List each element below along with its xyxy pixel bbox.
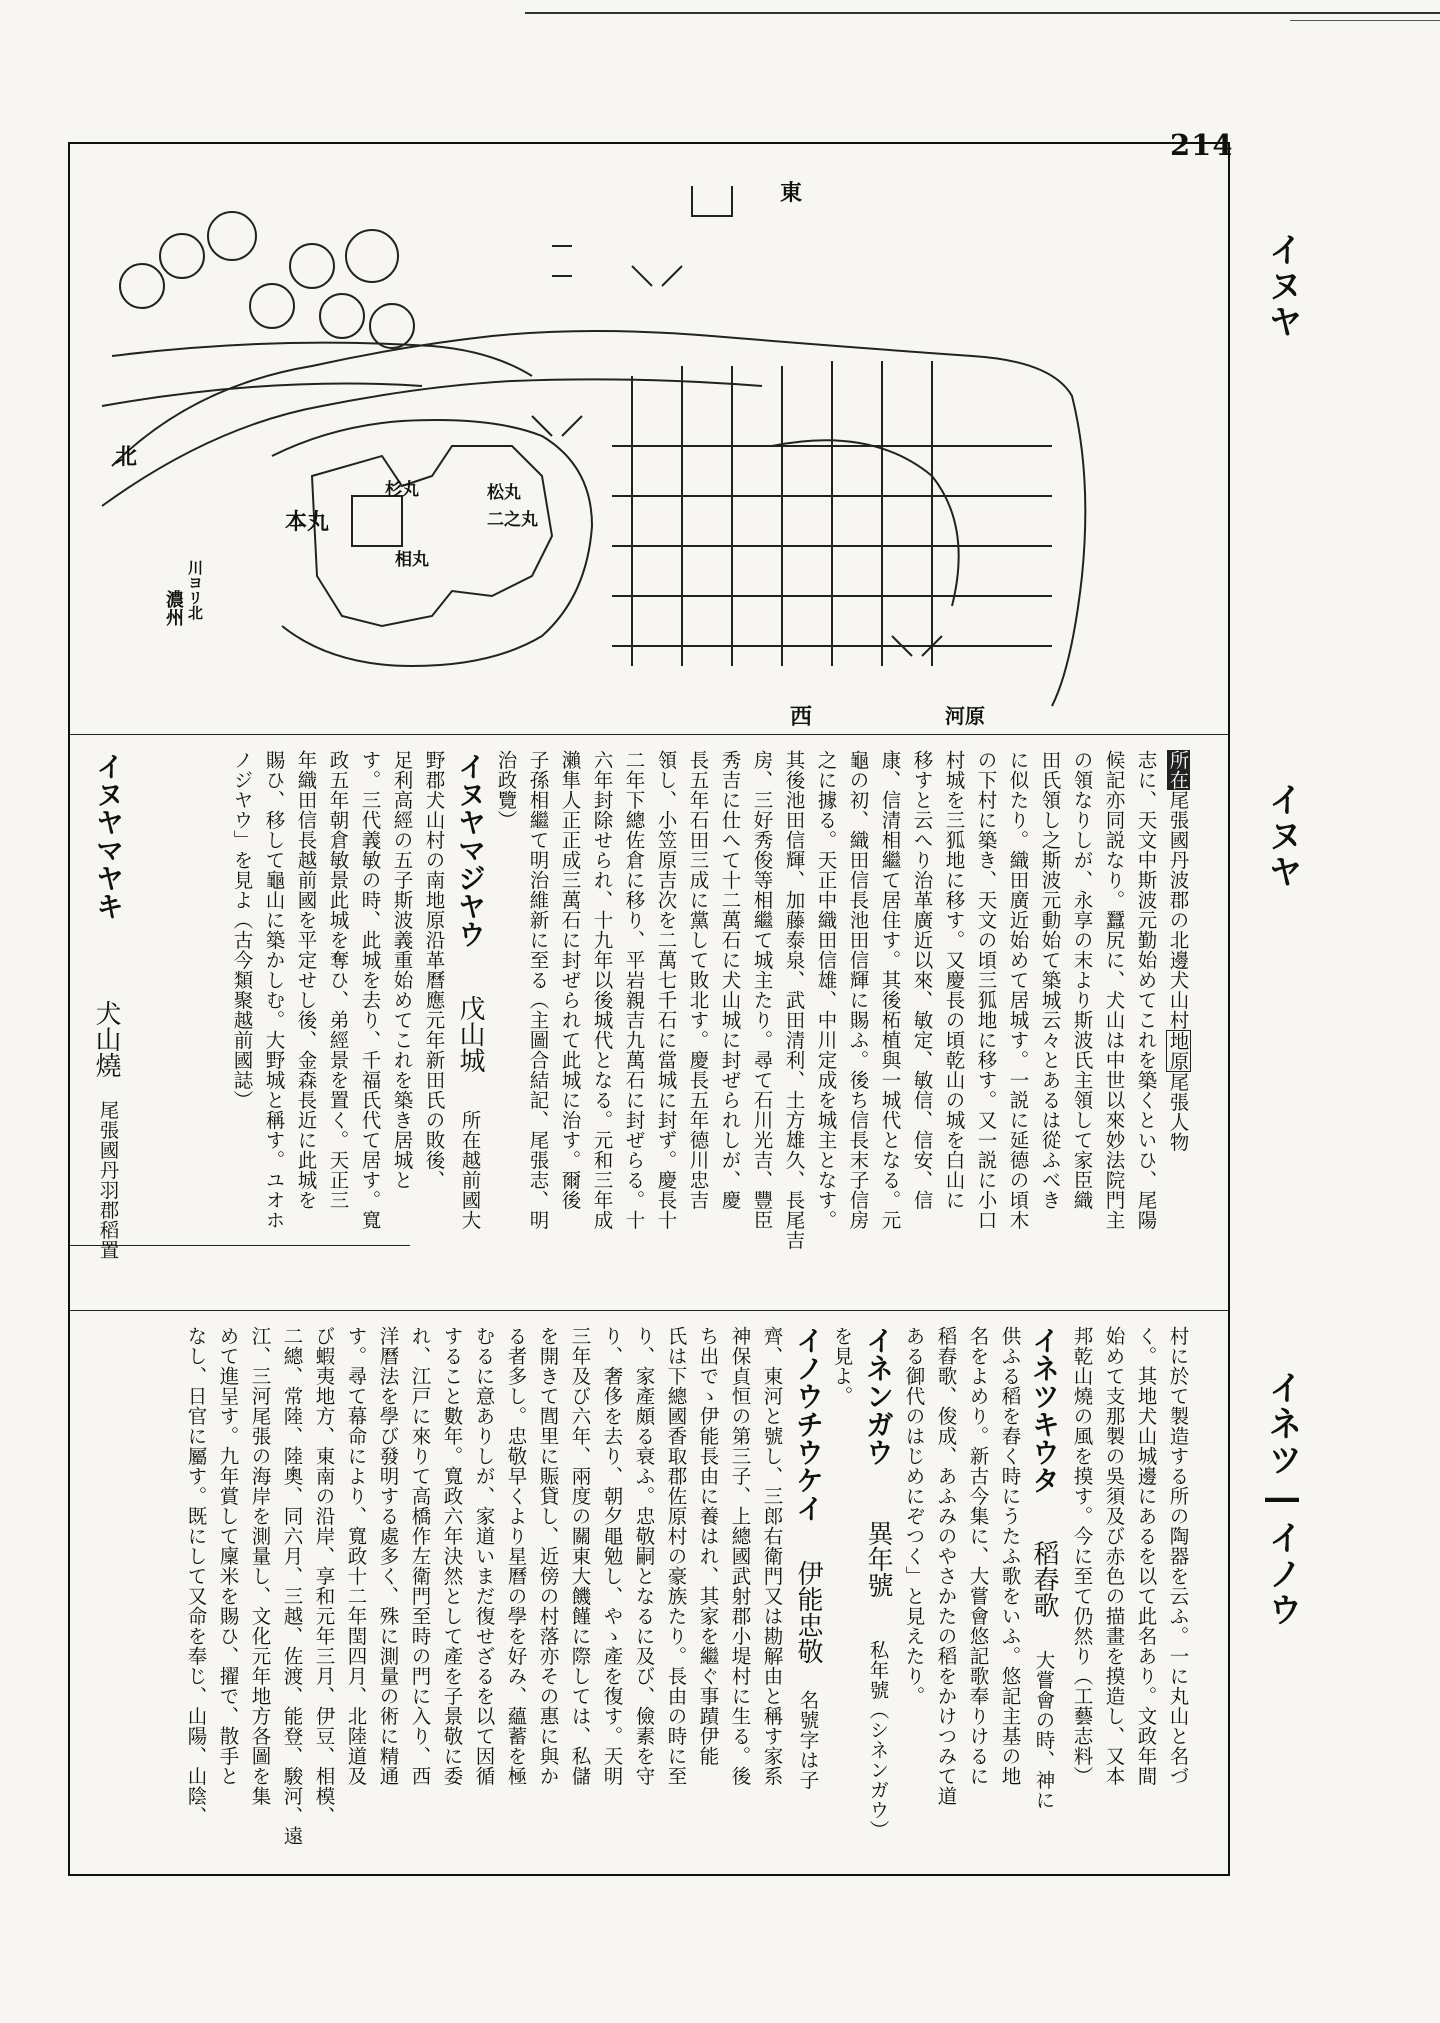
upper-col: 龜の初、織田信長池田信輝に賜ふ。後ち信長末子信房 — [846, 750, 870, 1230]
side-head-1: イヌヤ — [1262, 232, 1302, 340]
entry-col: むるに意ありしが、家道いまだ復せざるを以て因循 — [472, 1326, 496, 1786]
entry-col: 氏は下總國香取郡佐原村の豪族たり。長由の時に至 — [664, 1326, 688, 1786]
entry-col: 名をよめり。新古今集に、大嘗會悠記歌奉りけるに — [966, 1326, 990, 1786]
entry-subhead-inuyamayaki: 犬山燒 — [91, 1000, 121, 1078]
entry-head-inengau: イネンガウ — [862, 1326, 895, 1466]
upper-col: の領なりしが、永享の末より斯波氏主領して家臣織 — [1070, 750, 1094, 1210]
map-label-north: 北 — [115, 444, 138, 470]
map-label-ninomaru: 二之丸 — [487, 510, 538, 530]
entry-col: 稻舂歌、俊成、あふみのやさかたの稻をかけつみて道 — [934, 1326, 958, 1806]
map-label-matsunomaru: 松丸 — [487, 483, 521, 503]
side-head-3: イネツ―イノウ — [1262, 1370, 1302, 1628]
entry-col: 尾張國丹羽郡稻置 — [96, 1100, 120, 1260]
entry-col: 政五年朝倉敏景此城を奪ひ、弟經景を置く。天正三 — [326, 750, 350, 1210]
entry-col: ち出でゝ伊能長由に養はれ、其家を繼ぐ事蹟伊能 — [696, 1326, 720, 1766]
entry-col: を見よ。 — [830, 1326, 854, 1406]
entry-col: 私年號（シネンガウ） — [866, 1640, 890, 1840]
upper-col: 長五年石田三成に黨して敗北す。慶長五年德川忠吉 — [686, 750, 710, 1210]
intro-mark-shozai: 所在 — [1166, 750, 1190, 790]
upper-col: 領し、小笠原吉次を二萬七千石に當城に封ず。慶長十 — [654, 750, 678, 1230]
entry-subhead-inouchuukei: 伊能忠敬 — [793, 1560, 823, 1664]
entry-col: 江、三河尾張の海岸を測量し、文化元年地方各圖を集 — [248, 1326, 272, 1806]
upper-col: 志に、天文中斯波元勤始めてこれを築くといひ、尾陽 — [1134, 750, 1158, 1230]
map-label-yuminomaru: 相丸 — [395, 550, 429, 570]
entry-col: 大嘗會の時、神に — [1032, 1650, 1056, 1810]
lower-col: 邦乾山燒の風を摸す。今に至て仍然り（工藝志料） — [1070, 1326, 1094, 1786]
entry-col: 齊、東河と號し、三郎右衛門又は勘解由と稱す家系 — [760, 1326, 784, 1786]
upper-col: 治政覽） — [494, 750, 518, 830]
lower-col: く。其地犬山城邊にあるを以て此名あり。文政年間 — [1134, 1326, 1158, 1786]
entry-col: す。尋て幕命により、寬政十二年閏四月、北陸道及 — [344, 1326, 368, 1786]
upper-col: 子孫相繼て明治維新に至る（主圖合結記、尾張志、明 — [526, 750, 550, 1230]
entry-col: り、奢侈を去り、朝夕黽勉し、やゝ產を復す。天明 — [600, 1326, 624, 1786]
entry-col: び蝦夷地方、東南の沿岸、享和元年三月、伊豆、相模、 — [312, 1326, 336, 1826]
map-label-east: 東 — [780, 180, 803, 206]
entry-head-inuyamayaki: イヌヤマヤキ — [92, 752, 125, 920]
entry-col: る者多し。忠敬早くより星曆の學を好み、蘊蓄を極 — [504, 1326, 528, 1786]
entry-col: 野郡犬山村の南地原沿革曆應元年新田氏の敗後、 — [422, 750, 446, 1190]
lower-col: 始めて支那製の吳須及び赤色の描畫を摸造し、又本 — [1102, 1326, 1126, 1786]
map-label-kisogawa: 濃州 — [163, 590, 184, 626]
entry-col: めて進呈す。九年賞して廩米を賜ひ、擢で、散手と — [216, 1326, 240, 1786]
upper-col: 秀吉に仕へて十二萬石に犬山城に封ぜられしが、慶 — [718, 750, 742, 1210]
entry-col: 年織田信長越前國を平定せし後、金森長近に此城を — [294, 750, 318, 1210]
side-head-2: イヌヤ — [1262, 782, 1302, 890]
upper-col-intro — [1162, 750, 1194, 1152]
intro-tail: 尾張人物 — [1166, 1072, 1190, 1152]
entry-col: 所在越前國大 — [458, 1110, 482, 1230]
upper-col: 之に據る。天正中織田信雄、中川定成を城主となす。 — [814, 750, 838, 1230]
map-label-kawara: 河原 — [945, 704, 985, 728]
upper-col: 房、三好秀俊等相繼て城主たり。尋て石川光吉、豐臣 — [750, 750, 774, 1230]
intro-text: 尾張國丹波郡の北邊犬山村 — [1166, 790, 1190, 1030]
entry-col: 賜ひ、移して龜山に築かしむ。大野城と稱す。ユオホ — [262, 750, 286, 1230]
entry-head-inuyamajiyau: イヌヤマジヤウ — [454, 752, 487, 948]
map-label-suginomaru: 杉丸 — [385, 480, 419, 500]
castle-map-illustration — [72, 146, 1226, 736]
entry-col: ある御代のはじめにぞつく」と見えたり。 — [902, 1326, 926, 1706]
upper-col: 二年下總佐倉に移り、平岩親吉九萬石に封ぜらる。十 — [622, 750, 646, 1230]
upper-col: 瀨隼人正正成三萬石に封ぜられて此城に治す。爾後 — [558, 750, 582, 1210]
top-rule-secondary — [1290, 20, 1440, 21]
map-label-west: 西 — [790, 704, 813, 730]
entry-col: 三年及び六年、兩度の關東大饑饉に際しては、私儲 — [568, 1326, 592, 1786]
map-label-honmaru: 本丸 — [285, 509, 330, 535]
entry-head-inouchuukei: イノウチウケイ — [792, 1326, 825, 1522]
entry-col: ノジヤウ」を見よ（古今類聚越前國誌） — [230, 750, 254, 1110]
entry-col: なし、日官に屬す。既にして又命を奉じ、山陽、山陰、 — [184, 1326, 208, 1826]
entry-head-inetsukiuta: イネツキウタ — [1028, 1326, 1061, 1494]
entry-col: れ、江戸に來りて高橋作左衛門至時の門に入り、西 — [408, 1326, 432, 1786]
intro-mark-chigen: 地原 — [1166, 1031, 1190, 1071]
upper-col: 康、信清相繼て居住す。其後柘植與一城代となる。元 — [878, 750, 902, 1230]
entry-subhead-inengau: 異年號 — [863, 1520, 893, 1598]
section-divider-lower — [70, 1310, 1228, 1311]
upper-col: 移すと云へり治革廣近以來、敏定、敏信、信安、信 — [910, 750, 934, 1210]
page-number: 214 — [1170, 128, 1234, 162]
map-label-river-note: 川ヨリ北 — [186, 560, 204, 620]
entry-col: す。三代義敏の時、此城を去り、千福氏代て居す。寬 — [358, 750, 382, 1230]
entry-col: 洋曆法を學び發明する處多く、殊に測量の術に精通 — [376, 1326, 400, 1786]
entry-col: り、家產頗る衰ふ。忠敬嗣となるに及び、儉素を守 — [632, 1326, 656, 1786]
entry-col: 供ふる稻を舂く時にうたふ歌をいふ。悠記主基の地 — [998, 1326, 1022, 1786]
entry-col: を開きて閭里に賑貸し、近傍の村落亦その惠に與か — [536, 1326, 560, 1786]
entry-col: すること數年。寬政六年決然として產を子景敬に委 — [440, 1326, 464, 1786]
entry-col: 二總、常陸、陸奧、同六月、三越、佐渡、能登、駿河、遠 — [280, 1326, 304, 1846]
upper-col: 候記亦同説なり。蠶尻に、犬山は中世以來妙法院門主 — [1102, 750, 1126, 1230]
entry-subhead-inuyamajiyau: 戊山城 — [455, 995, 485, 1073]
entry-col: 足利高經の五子斯波義重始めてこれを築き居城と — [390, 750, 414, 1190]
lower-col: 村に於て製造する所の陶器を云ふ。一に丸山と名づ — [1166, 1326, 1190, 1786]
section-divider-upper — [70, 734, 1228, 735]
upper-col: の下村に築き、天文の頃三狐地に移す。又一説に小口 — [974, 750, 998, 1230]
top-rule — [525, 12, 1440, 14]
upper-col: 其後池田信輝、加藤泰泉、武田清利、土方雄久、長尾吉 — [782, 750, 806, 1250]
entry-col: 名號字は子 — [796, 1690, 820, 1790]
entry-subhead-inetsukiuta: 稻舂歌 — [1029, 1540, 1059, 1618]
upper-col: 田氏領し之斯波元動始て築城云々とあるは從ふべき — [1038, 750, 1062, 1210]
upper-col: に似たり。織田廣近始めて居城す。一説に延德の頃木 — [1006, 750, 1030, 1230]
entry-col: 神保貞恒の第三子、上總國武射郡小堤村に生る。後 — [728, 1326, 752, 1786]
upper-col: 村城を三狐地に移す。又慶長の頃乾山の城を白山に — [942, 750, 966, 1210]
upper-col: 六年封除せられ、十九年以後城代となる。元和三年成 — [590, 750, 614, 1230]
